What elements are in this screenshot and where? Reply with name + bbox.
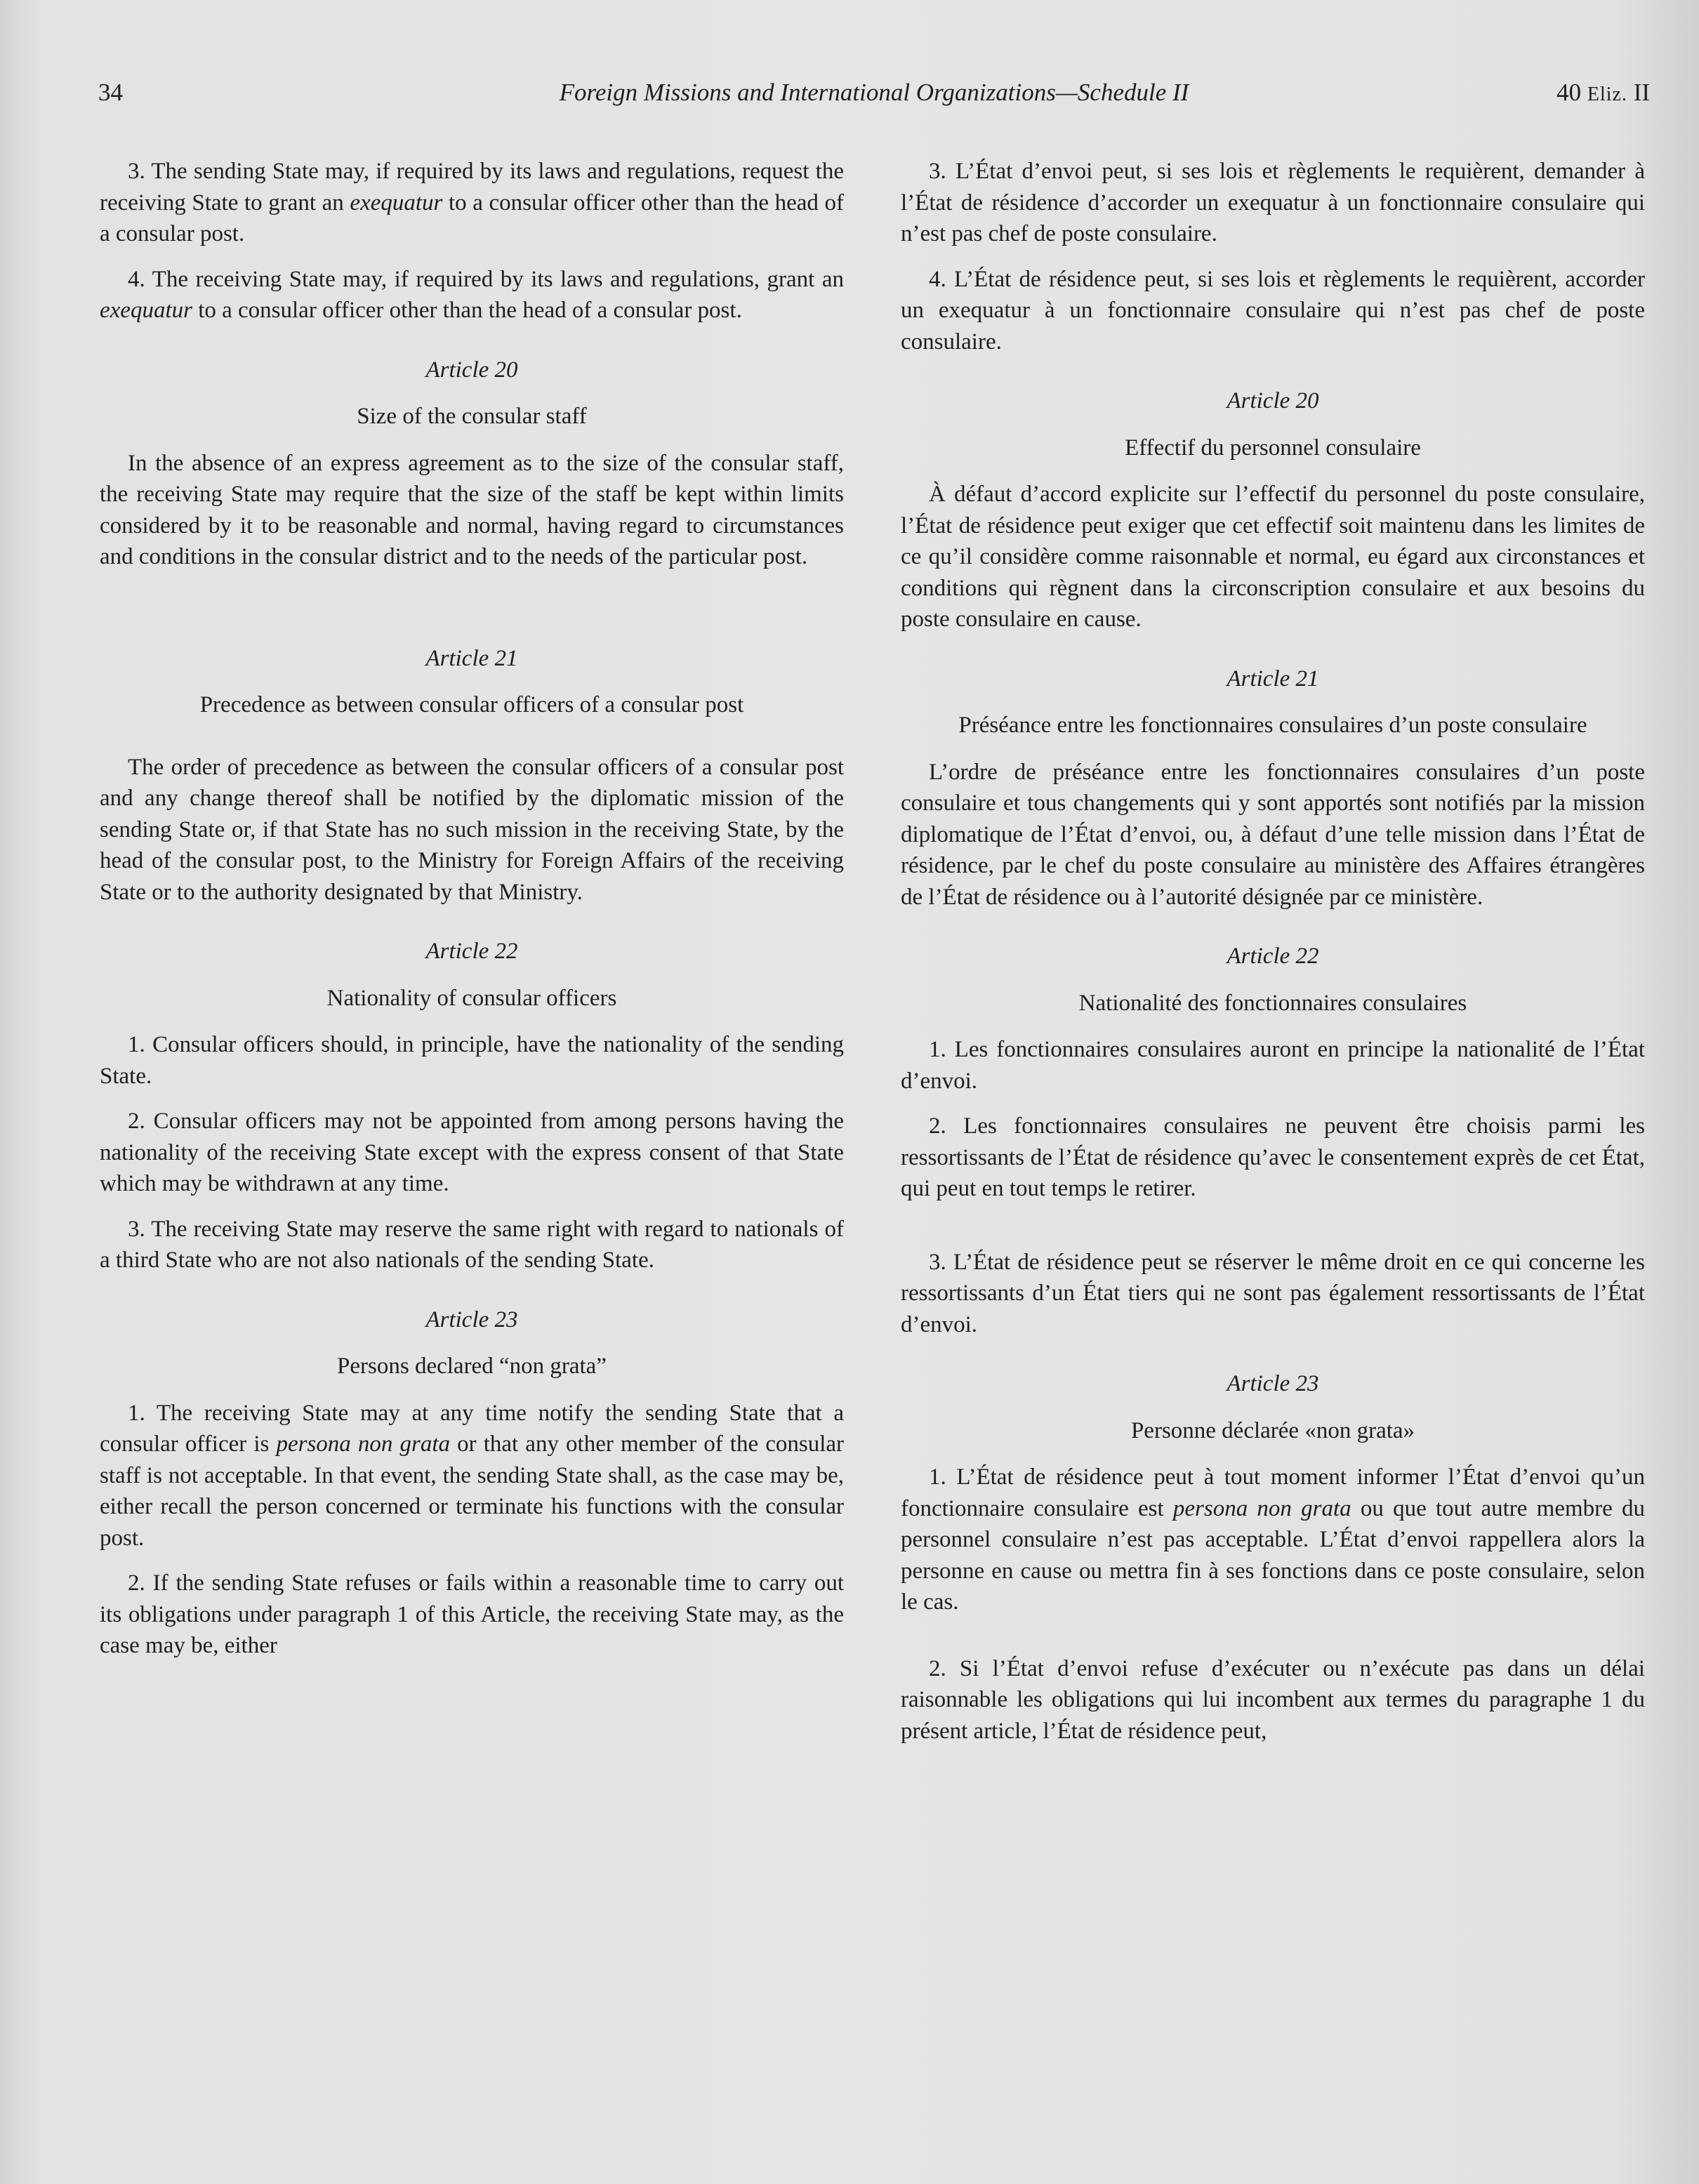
article-title: Nationalité des fonctionnaires consulaires [1078,990,1467,1016]
paragraph: 1. The receiving State may at any time notify the sending State that a consular officer is persona non grata or that any other member of the consular staff is not acceptable. In that event, the sending State shall, as the case may be, either recall the person concerned or terminate his functions with the consular post. [100,1400,844,1551]
running-header [98,79,1650,121]
article-title: Size of the consular staff [357,404,587,429]
article-title: Nationality of consular officers [326,985,617,1011]
article-heading: Article 20 [1227,388,1319,413]
paragraph: L’ordre de préséance entre les fonctionnaires consulaires d’un poste consulaire et tous changements qui y sont apportés sont notifiés par la mission diplomatique de l’État d’envoi, ou, à défaut d’une telle mission dans l’État de résidence, par le chef du poste consulaire au ministère des Affaires étrangères de l’État de résidence ou à l’autorité désignée par ce ministère. [901,759,1645,910]
paragraph: 3. L’État d’envoi peut, si ses lois et règlements le requièrent, demander à l’État de résidence d’accorder un exequatur à un fonctionnaire consulaire qui n’est pas chef de poste consulaire. [901,159,1645,246]
running-title: Foreign Missions and International Organizations—Schedule II [559,79,1189,106]
paragraph: 2. Les fonctionnaires consulaires ne peuvent être choisis parmi les ressortissants de l’État de résidence qu’avec le consentement exprès de cet État, qui peut en tout temps le retirer. [901,1113,1645,1201]
paragraph: The order of precedence as between the consular officers of a consular post and any change thereof shall be notified by the diplomatic mission of the sending State or, if that State has no such mission in the receiving State, by the head of the consular post, to the Ministry for Foreign Affairs of the receiving State or to the authority designated by that Ministry. [100,754,844,905]
article-heading: Article 21 [1227,666,1319,691]
article-title: Préséance entre les fonctionnaires consulaires d’un poste consulaire [958,713,1587,738]
article-heading: Article 20 [425,357,518,383]
paragraph: 4. L’État de résidence peut, si ses lois et règlements le requièrent, accorder un exequatur à un fonctionnaire consulaire qui n’est pas chef de poste consulaire. [901,266,1645,355]
article-title: Persons declared “non grata” [337,1354,607,1379]
paragraph: 1. Les fonctionnaires consulaires auront en principe la nationalité de l’État d’envoi. [901,1037,1645,1094]
article-heading: Article 22 [1227,944,1319,969]
page-number: 34 [98,79,123,106]
paragraph: 1. Consular officers should, in principle, have the nationality of the sending State. [100,1032,844,1089]
paragraph: 3. The receiving State may reserve the same right with regard to nationals of a third State who are not also nationals of the sending State. [100,1216,844,1273]
paragraph: 2. Si l’État d’envoi refuse d’exécuter ou n’exécute pas dans un délai raisonnable les obligations qui lui incombent aux termes du paragraphe 1 du présent article, l’État de résidence peut, [901,1655,1645,1744]
paragraph: 3. The sending State may, if required by its laws and regulations, request the receiving State to grant an exequatur to a consular officer other than the head of a consular post. [100,159,845,246]
paragraph: 3. L’État de résidence peut se réserver le même droit en ce qui concerne les ressortissants d’un État tiers qui ne sont pas également ressortissants de l’État d’envoi. [901,1249,1645,1337]
paragraph: 2. Consular officers may not be appointed from among persons having the nationality of the receiving State except with the express consent of that State which may be withdrawn at any time. [100,1108,844,1196]
article-heading: Article 21 [425,645,518,671]
regnal-elz: Eliz. [1587,84,1627,105]
article-heading: Article 23 [1227,1371,1319,1396]
paragraph: 1. L’État de résidence peut à tout moment informer l’État d’envoi qu’un fonctionnaire consulaire est persona non grata ou que tout autre membre du personnel consulaire n’est pas acceptable. L’État d’envoi rappellera alors la personne en cause ou mettra fin à ses fonctions dans ce poste consulaire, selon le cas. [901,1464,1646,1615]
paragraph: In the absence of an express agreement as to the size of the consular staff, the receiving State may require that the size of the staff be kept within limits considered by it to be reasonable and normal, having regard to circumstances and conditions in the consular district and to the needs of the particular post. [100,450,844,569]
regnal-suffix: II [1627,79,1650,106]
regnal-prefix: 40 [1556,79,1587,106]
paragraph: 4. The receiving State may, if required by its laws and regulations, grant an exequatur to a consular officer other than the head of a consular post. [100,266,844,323]
article-heading: Article 23 [425,1306,518,1332]
article-heading: Article 22 [425,939,518,964]
article-title: Precedence as between consular officers of a consular post [199,692,744,717]
paragraph: À défaut d’accord explicite sur l’effectif du personnel du poste consulaire, l’État de résidence peut exiger que cet effectif soit maintenu dans les limites de ce qu’il considère comme raisonnable et normal, eu égard aux circonstances et conditions qui règnent dans la circonscription consulaire et aux besoins du poste consulaire en cause. [901,482,1645,632]
english-column [100,156,844,1676]
regnal-year [1556,79,1650,107]
paragraph: 2. If the sending State refuses or fails within a reasonable time to carry out its obligations under paragraph 1 of this Article, the receiving State may, as the case may be, either [100,1570,844,1658]
french-column [901,156,1645,1761]
article-title: Personne déclarée «non grata» [1130,1417,1415,1443]
article-title: Effectif du personnel consulaire [1125,435,1421,461]
